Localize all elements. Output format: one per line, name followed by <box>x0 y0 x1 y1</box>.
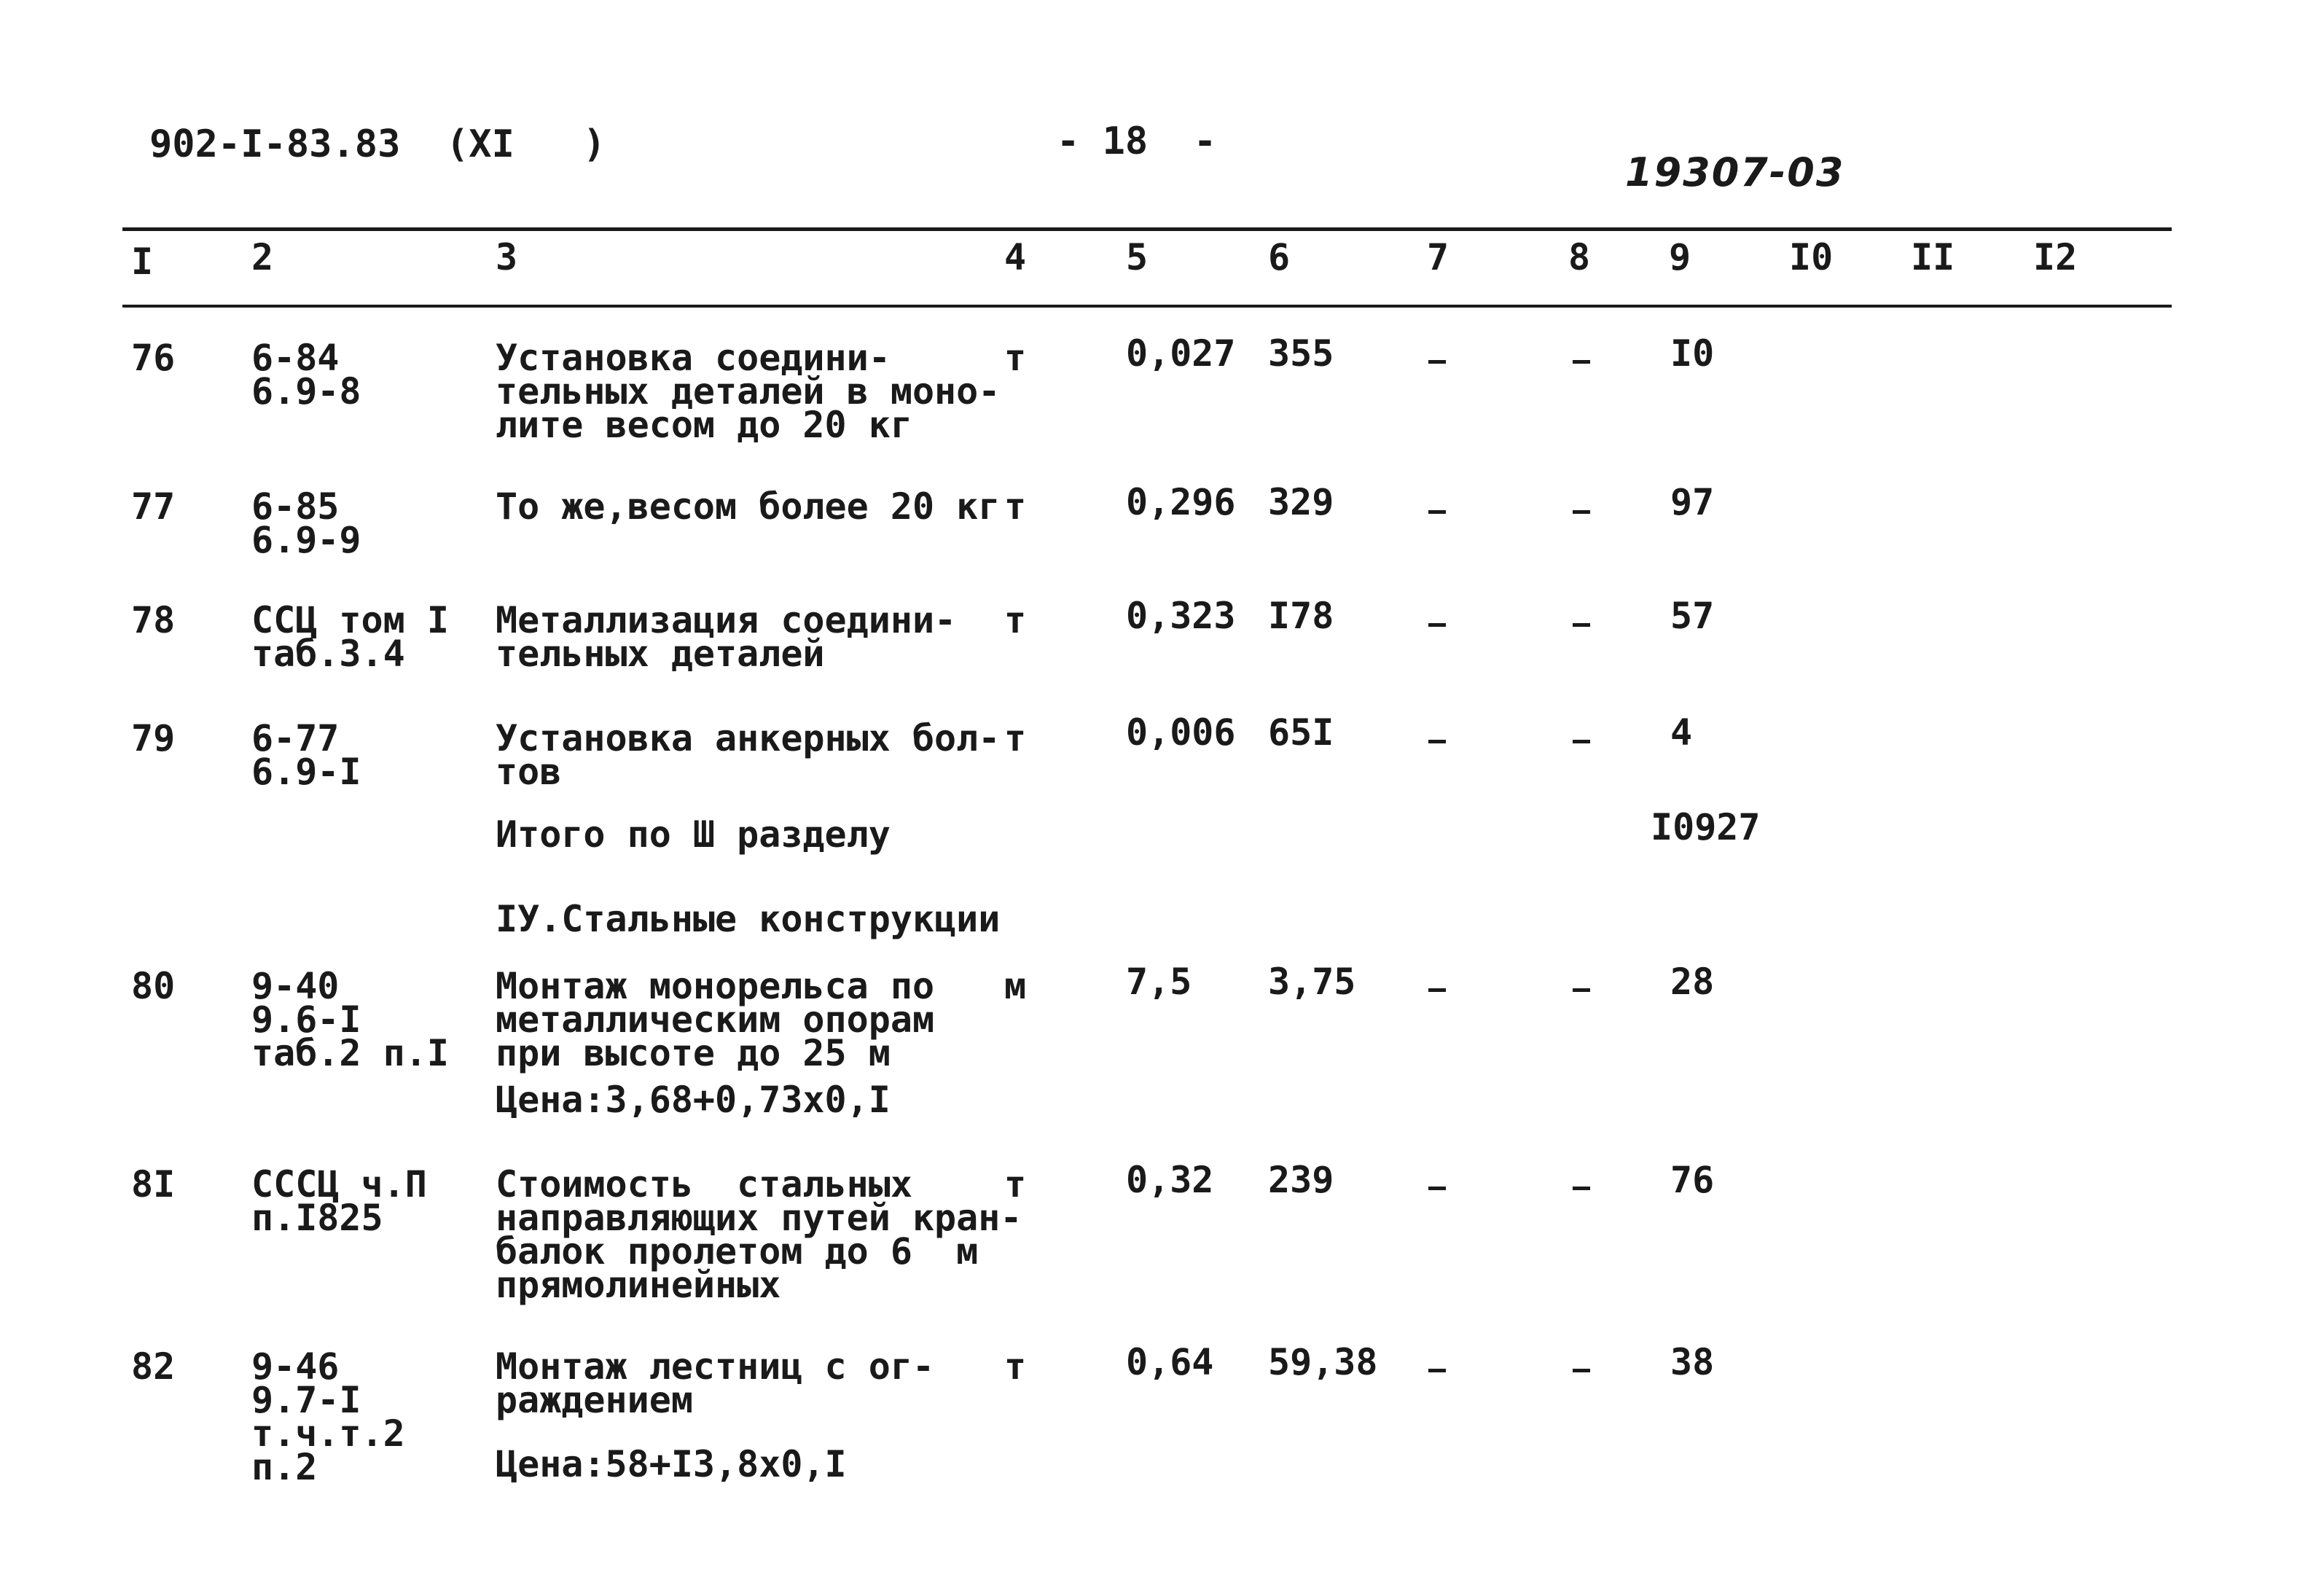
work-description: Монтаж лестниц с ог- раждением <box>496 1345 935 1421</box>
quantity: 0,32 <box>1126 1159 1214 1201</box>
work-description: Стоимость стальных направляющих путей кран- балок пролетом до 6 м прямолинейных <box>496 1163 1022 1306</box>
quantity: 0,027 <box>1126 332 1236 375</box>
unit: т <box>1004 485 1027 528</box>
unit: м <box>1004 965 1027 1007</box>
document-code: 902-I-83.83 (XI ) <box>149 122 606 166</box>
total-cost: 28 <box>1670 961 1715 1003</box>
row-number: 78 <box>131 599 176 641</box>
column-header: I <box>131 241 154 283</box>
rate-code: 6-77 6.9-I <box>251 717 361 793</box>
column-header: I2 <box>2033 236 2078 278</box>
unit: т <box>1004 717 1027 759</box>
column-header: 2 <box>251 236 274 278</box>
dash-mark <box>1573 1369 1590 1372</box>
work-description: Металлизация соедини- тельных деталей <box>496 599 957 675</box>
price-note: Цена:58+I3,8х0,I <box>496 1443 847 1485</box>
table-header-rule <box>122 305 2172 308</box>
total-cost: 97 <box>1670 481 1715 523</box>
total-cost: I0 <box>1670 332 1715 375</box>
quantity: 0,64 <box>1126 1341 1214 1383</box>
quantity: 0,006 <box>1126 711 1236 754</box>
rate-code: СССЦ ч.П п.I825 <box>251 1163 427 1239</box>
column-header: 9 <box>1669 236 1691 278</box>
dash-mark <box>1428 1369 1446 1372</box>
column-header: 5 <box>1126 236 1149 278</box>
total-cost: 38 <box>1670 1341 1715 1383</box>
row-number: 8I <box>131 1163 176 1205</box>
dash-mark <box>1573 623 1590 627</box>
column-header: 8 <box>1568 236 1591 278</box>
work-description: То же,весом более 20 кг <box>496 485 1001 528</box>
row-number: 80 <box>131 965 176 1007</box>
unit-price: 65I <box>1268 711 1334 754</box>
inventory-stamp: 19307-03 <box>1625 149 1845 195</box>
rate-code: 9-46 9.7-I т.ч.т.2 п.2 <box>251 1345 405 1488</box>
row-number: 82 <box>131 1345 176 1388</box>
row-number: 77 <box>131 485 176 528</box>
column-header: 6 <box>1268 236 1291 278</box>
dash-mark <box>1428 510 1446 514</box>
table-top-rule <box>122 227 2172 231</box>
dash-mark <box>1573 740 1590 743</box>
column-header: 7 <box>1427 236 1449 278</box>
row-number: 76 <box>131 337 176 379</box>
column-header: II <box>1911 236 1955 278</box>
dash-mark <box>1428 623 1446 627</box>
price-note: Цена:3,68+0,73х0,I <box>496 1079 891 1121</box>
quantity: 7,5 <box>1126 961 1192 1003</box>
quantity: 0,323 <box>1126 595 1236 637</box>
unit-price: 59,38 <box>1268 1341 1378 1383</box>
unit: т <box>1004 337 1027 379</box>
section-title: IУ.Стальные конструкции <box>496 898 1001 940</box>
work-description: Установка анкерных бол- тов <box>496 717 1001 793</box>
dash-mark <box>1428 360 1446 364</box>
unit-price: 3,75 <box>1268 961 1356 1003</box>
unit-price: 355 <box>1268 332 1334 375</box>
subtotal-label: Итого по Ш разделу <box>496 813 891 856</box>
unit-price: I78 <box>1268 595 1334 637</box>
unit: т <box>1004 599 1027 641</box>
unit-price: 239 <box>1268 1159 1334 1201</box>
total-cost: 4 <box>1670 711 1693 754</box>
column-header: 3 <box>496 236 518 278</box>
page-number: - 18 - <box>1057 120 1217 163</box>
rate-code: 9-40 9.6-I таб.2 п.I <box>251 965 449 1074</box>
rate-code: 6-85 6.9-9 <box>251 485 361 561</box>
subtotal-value: I0927 <box>1651 806 1761 848</box>
dash-mark <box>1573 1187 1590 1190</box>
dash-mark <box>1573 988 1590 992</box>
row-number: 79 <box>131 717 176 759</box>
dash-mark <box>1428 1187 1446 1190</box>
work-description: Монтаж монорельса по металлическим опорам при высоте до 25 м <box>496 965 935 1074</box>
total-cost: 76 <box>1670 1159 1715 1201</box>
dash-mark <box>1428 740 1446 743</box>
rate-code: ССЦ том I таб.3.4 <box>251 599 449 675</box>
column-header: I0 <box>1789 236 1834 278</box>
rate-code: 6-84 6.9-8 <box>251 337 361 413</box>
unit: т <box>1004 1345 1027 1388</box>
dash-mark <box>1573 510 1590 514</box>
dash-mark <box>1428 988 1446 992</box>
unit-price: 329 <box>1268 481 1334 523</box>
unit: т <box>1004 1163 1027 1205</box>
dash-mark <box>1573 360 1590 364</box>
work-description: Установка соедини- тельных деталей в моно- лите весом до 20 кг <box>496 337 1001 446</box>
column-header: 4 <box>1004 236 1027 278</box>
quantity: 0,296 <box>1126 481 1236 523</box>
total-cost: 57 <box>1670 595 1715 637</box>
